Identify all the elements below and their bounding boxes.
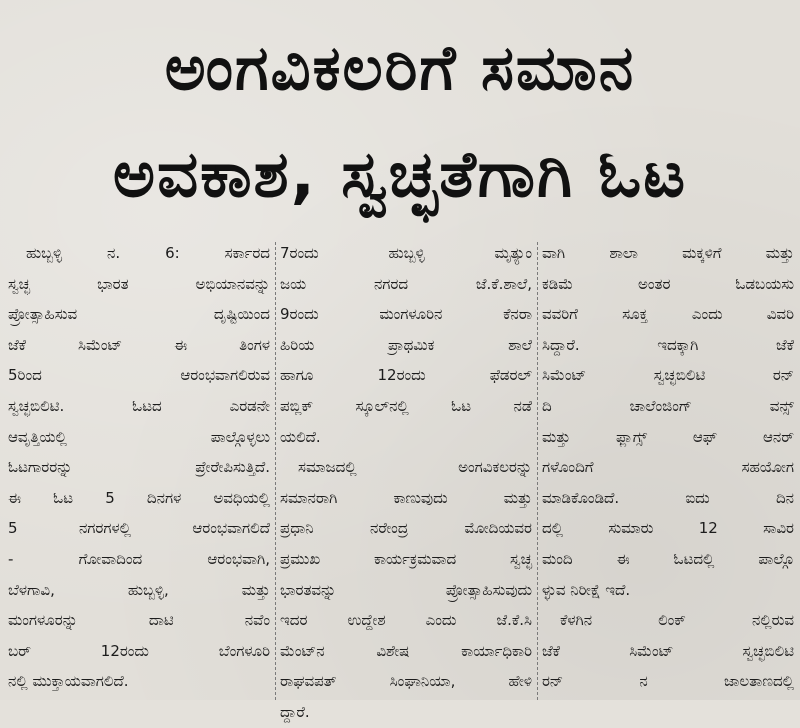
column-line: ಮೆಂಟ್‌ನ ವಿಶೇಷ ಕಾರ್ಯಾಧಿಕಾರಿ (280, 641, 532, 660)
column-line: ಳ್ಳುವ ನಿರೀಕ್ಷೆ ಇದೆ. (542, 580, 631, 599)
column-line: ನಲ್ಲಿ ಮುಕ್ತಾಯವಾಗಲಿದೆ. (8, 672, 129, 691)
column-line: ದಲ್ಲಿ ಸುಮಾರು 12 ಸಾವಿರ (542, 519, 794, 538)
column-line: ಮಂಗಳೂರನ್ನು ದಾಟಿ ನವೆಂ (8, 611, 270, 630)
column-line: ಆವೃತ್ತಿಯಲ್ಲಿ ಪಾಲ್ಗೊಳ್ಳಲು (8, 427, 270, 446)
article-column-3 (542, 238, 794, 700)
column-line: ಇದರ ಉದ್ದೇಶ ಎಂದು ಜೆ.ಕೆ.ಸಿ (280, 611, 532, 630)
column-line: ಓಟಗಾರರನ್ನು ಪ್ರೇರೇಪಿಸುತ್ತಿದೆ. (8, 458, 270, 477)
column-line: 5ರಿಂದ ಆರಂಭವಾಗಲಿರುವ (8, 366, 270, 385)
article-column-1 (8, 238, 270, 700)
column-line: ಪ್ರಧಾನಿ ನರೇಂದ್ರ ಮೋದಿಯವರ (280, 519, 532, 538)
headline-line-2: ಅವಕಾಶ, ಸ್ವಚ್ಛತೆಗಾಗಿ ಓಟ (112, 138, 688, 212)
column-line: 7ರಂದು ಹುಬ್ಬಳ್ಳಿ ಮೃತ್ಯುಂ (280, 244, 532, 262)
column-line: ವವರಿಗೆ ಸೂಕ್ತ ಎಂದು ವಿವರಿ (542, 305, 794, 324)
column-divider-1 (275, 242, 276, 700)
column-line: ಬರ್ 12ರಂದು ಬೆಂಗಳೂರಿ (8, 641, 270, 660)
column-line: ಸ್ವಚ್ಛ ಭಾರತ ಅಭಿಯಾನವನ್ನು (8, 274, 270, 293)
column-line: ಮಾಡಿಕೊಂಡಿದೆ. ಐದು ದಿನ (542, 488, 794, 507)
column-line: ಸಿಮೆಂಟ್ ಸ್ವಚ್ಛಬಿಲಿಟಿ ರನ್ (542, 366, 794, 385)
column-line: ರಾಘವಪತ್ ಸಿಂಘಾನಿಯಾ, ಹೇಳಿ (280, 672, 532, 691)
column-line: ಸಿದ್ದಾರೆ. ಇದಕ್ಕಾಗಿ ಜೆಕೆ (542, 335, 794, 354)
column-line: ಈ ಓಟ 5 ದಿನಗಳ ಅವಧಿಯಲ್ಲಿ (8, 488, 270, 507)
column-line: ಗಳೊಂದಿಗೆ ಸಹಯೋಗ (542, 458, 794, 477)
column-line: ಹಿರಿಯ ಪ್ರಾಥಮಿಕ ಶಾಲೆ (280, 335, 532, 354)
column-line: ಕಡಿಮೆ ಅಂತರ ಓಡಬಯಸು (542, 274, 794, 293)
column-line: 9ರಂದು ಮಂಗಳೂರಿನ ಕೆನರಾ (280, 305, 532, 324)
column-line: ಹುಬ್ಬಳ್ಳಿ ನ. 6: ಸರ್ಕಾರದ (26, 244, 270, 262)
column-line: - ಗೋವಾದಿಂದ ಆರಂಭವಾಗಿ, (8, 549, 270, 568)
column-line: ಯಲಿದೆ. (280, 427, 321, 446)
column-line: ಸ್ವಚ್ಛಬಿಲಿಟಿ. ಓಟದ ಎರಡನೇ (8, 396, 270, 415)
column-line: ಮಂದಿ ಈ ಓಟದಲ್ಲಿ ಪಾಲ್ಗೊ (542, 549, 794, 568)
column-line: ಜೆಕೆ ಸಿಮೆಂಟ್ ಸ್ವಚ್ಛಬಿಲಿಟಿ (542, 641, 794, 660)
column-divider-2 (537, 242, 538, 700)
column-line: ಜಯ ನಗರದ ಜೆ.ಕೆ.ಶಾಲೆ, (280, 274, 532, 293)
column-line: ಪ್ರಮುಖ ಕಾರ್ಯಕ್ರಮವಾದ ಸ್ವಚ್ಛ (280, 549, 532, 568)
column-line: ಬೆಳಗಾವಿ, ಹುಬ್ಬಳ್ಳಿ, ಮತ್ತು (8, 580, 270, 599)
column-line: ಮತ್ತು ಫ್ಲಾಗ್ಸ್ ಆಫ್ ಆನರ್ (542, 427, 794, 446)
column-line: ಸಮಾನರಾಗಿ ಕಾಣುವುದು ಮತ್ತು (280, 488, 532, 507)
column-line: ವಾಗಿ ಶಾಲಾ ಮಕ್ಕಳಿಗೆ ಮತ್ತು (542, 244, 794, 262)
column-line: ಕೆಳಗಿನ ಲಿಂಕ್ ನಲ್ಲಿರುವ (560, 611, 794, 630)
column-line: ಸಮಾಜದಲ್ಲಿ ಅಂಗವಿಕಲರನ್ನು (298, 458, 532, 477)
column-line: ಭಾರತವನ್ನು ಪ್ರೋತ್ಸಾಹಿಸುವುದು (280, 580, 532, 599)
headline-line-1: ಅಂಗವಿಕಲರಿಗೆ ಸಮಾನ (164, 31, 636, 104)
column-line: ರನ್ ನ ಜಾಲತಾಣದಲ್ಲಿ (542, 672, 794, 691)
article-column-2 (280, 238, 532, 721)
column-line: ಪ್ರೋತ್ಸಾಹಿಸುವ ದೃಷ್ಟಿಯಿಂದ (8, 305, 270, 324)
column-line: ಜೆಕೆ ಸಿಮೆಂಟ್ ಈ ತಿಂಗಳ (8, 335, 270, 354)
column-line: ದಿ ಚಾಲೆಂಜಿಂಗ್ ವನ್ಸ್ (542, 396, 794, 415)
column-line: 5 ನಗರಗಳಲ್ಲಿ ಆರಂಭವಾಗಲಿದೆ (8, 519, 270, 538)
column-line: ಪಬ್ಲಿಕ್ ಸ್ಕೂಲ್‌ನಲ್ಲಿ ಓಟ ನಡೆ (280, 396, 532, 415)
column-line: ದ್ದಾರೆ. (280, 702, 310, 721)
column-line: ಹಾಗೂ 12ರಂದು ಫೆಡರಲ್ (280, 366, 532, 385)
article-body (8, 238, 794, 721)
